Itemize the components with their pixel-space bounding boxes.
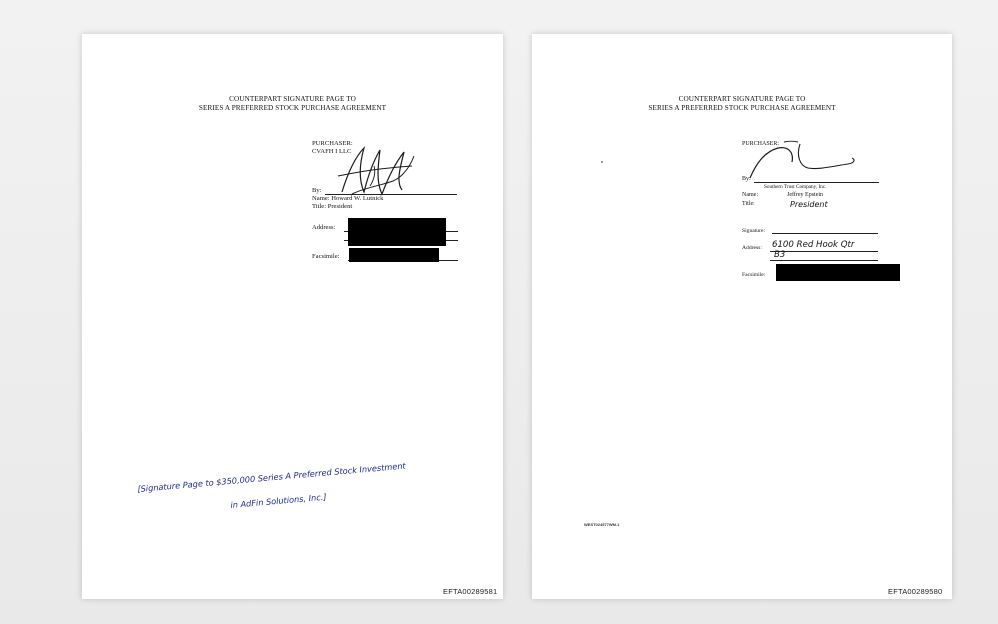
purchaser-label: PURCHASER: xyxy=(312,140,353,147)
signature-line xyxy=(772,233,878,234)
signature-epstein xyxy=(744,138,864,184)
footer-code: WEST024577WM.1 xyxy=(584,522,620,527)
title-label: Title: xyxy=(742,201,755,207)
document-page-left xyxy=(82,34,503,599)
handwritten-note-line2: in AdFin Solutions, Inc.] xyxy=(230,491,327,510)
page-heading-line1: COUNTERPART SIGNATURE PAGE TO xyxy=(229,95,356,103)
handwritten-note-line1: [Signature Page to $350,000 Series A Preferred Stock Investment xyxy=(137,460,407,494)
redaction-facsimile xyxy=(349,248,439,262)
address-handwritten-line2: B3 xyxy=(774,250,786,260)
purchaser-label: PURCHASER: xyxy=(742,141,780,147)
by-label: By: xyxy=(742,176,751,182)
title-handwritten: President xyxy=(790,200,828,209)
facsimile-label: Facsimile: xyxy=(312,253,340,260)
by-label: By: xyxy=(312,187,322,194)
name-label: Name: xyxy=(742,192,758,198)
scan-speck xyxy=(601,161,603,163)
address-label: Address: xyxy=(742,245,762,251)
page-heading-line1: COUNTERPART SIGNATURE PAGE TO xyxy=(678,95,806,103)
document-page-right xyxy=(532,34,952,599)
bates-number: EFTA00289581 xyxy=(443,587,498,596)
redaction-facsimile xyxy=(776,264,900,281)
company-line: Southern Trust Company, Inc. xyxy=(764,184,827,190)
page-heading-line2: SERIES A PREFERRED STOCK PURCHASE AGREEMENT xyxy=(648,103,836,112)
signature-label: Signature: xyxy=(742,228,765,234)
page-heading-line2: SERIES A PREFERRED STOCK PURCHASE AGREEMENT xyxy=(198,103,387,112)
signature-lutnick xyxy=(334,142,429,200)
bates-number: EFTA00289580 xyxy=(888,587,943,596)
purchaser-entity: CVAFH I LLC xyxy=(312,148,352,155)
address-line-1 xyxy=(770,251,878,252)
title-line: Title: President xyxy=(312,203,353,210)
address-label: Address: xyxy=(312,224,336,231)
redaction-address xyxy=(348,218,446,246)
name-line: Name: Howard W. Lutnick xyxy=(312,195,384,202)
address-line-2 xyxy=(770,260,878,261)
facsimile-label: Facsimile: xyxy=(742,272,766,278)
address-handwritten-line1: 6100 Red Hook Qtr xyxy=(772,240,855,250)
name-value: Jeffrey Epstein xyxy=(787,192,824,198)
